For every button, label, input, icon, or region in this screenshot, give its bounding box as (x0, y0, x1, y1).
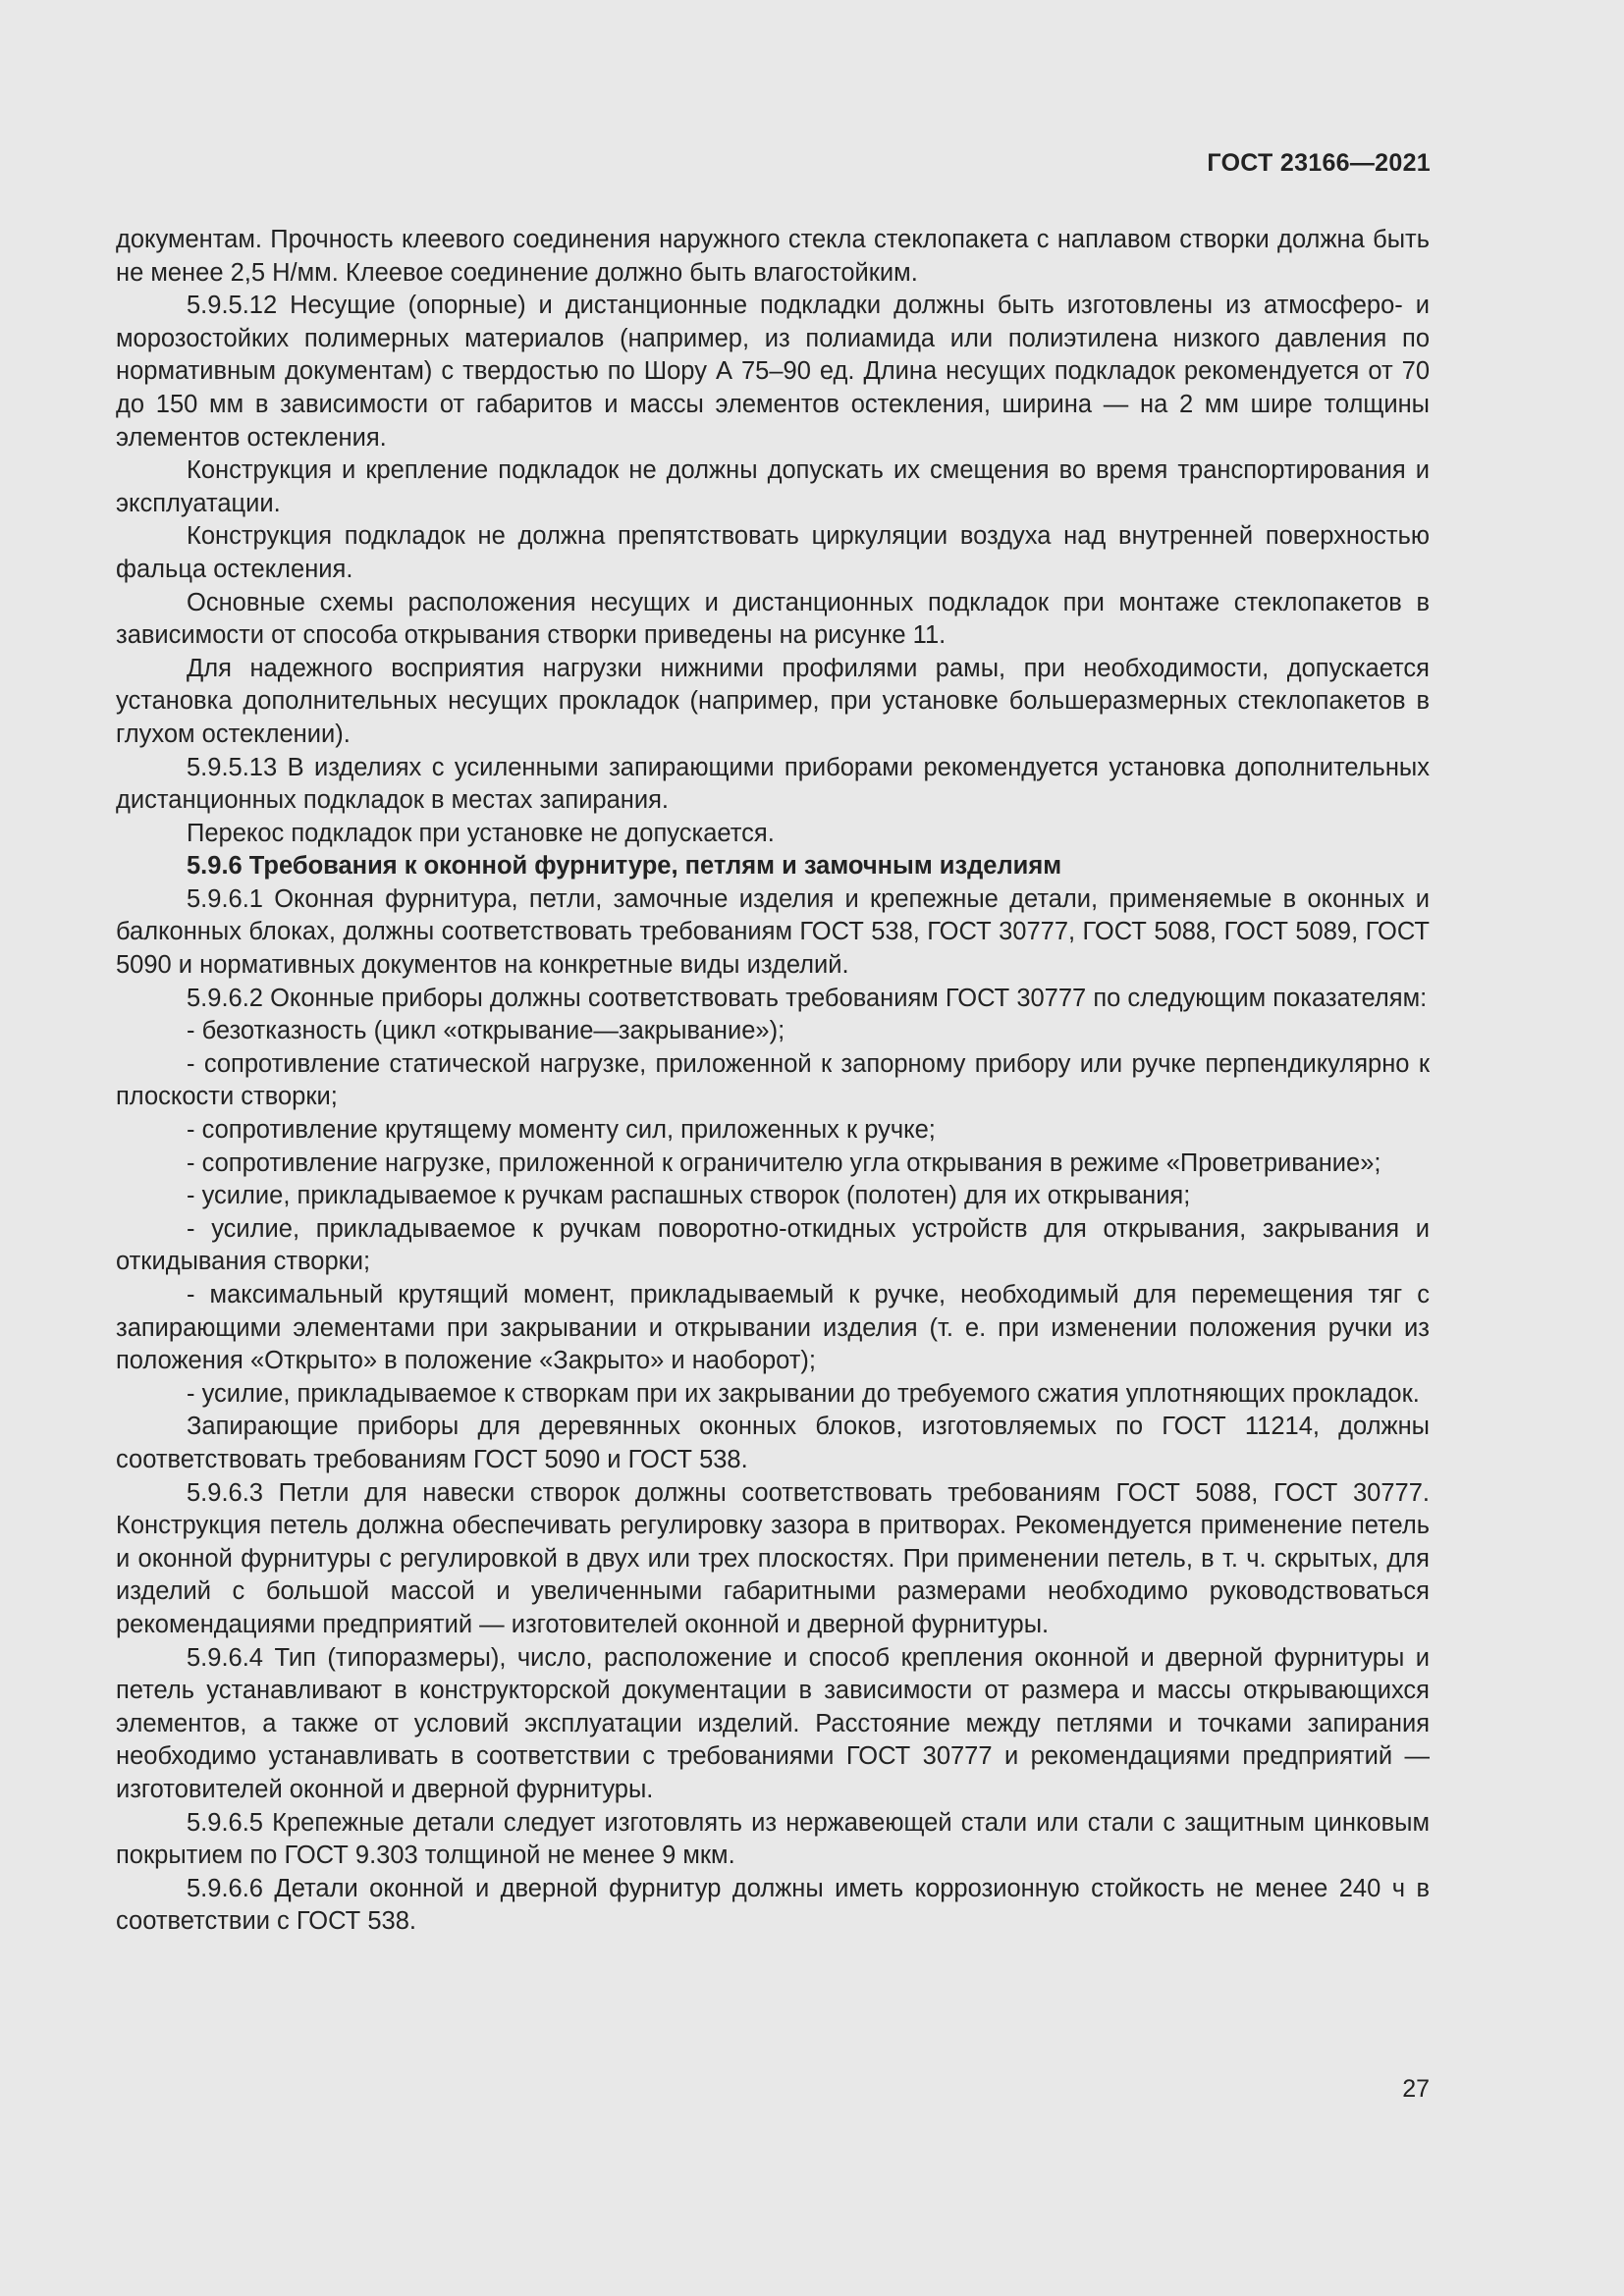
paragraph: 5.9.5.13 В изделиях с усиленными запирающими приборами рекомендуется установка дополнительных дистанционных подкладок в местах запирания. (116, 753, 1430, 815)
paragraph: - сопротивление статической нагрузке, приложенной к запорному прибору или ручке перпендикулярно к плоскости створки; (116, 1049, 1430, 1111)
paragraph: Основные схемы расположения несущих и дистанционных подкладок при монтаже стеклопакетов в зависимости от способа открывания створки приведены на рисунке 11. (116, 588, 1430, 650)
paragraph: 5.9.6.2 Оконные приборы должны соответствовать требованиям ГОСТ 30777 по следующим показателям: (187, 984, 1428, 1012)
paragraph: Для надежного восприятия нагрузки нижними профилями рамы, при необходимости, допускается установка дополнительных несущих прокладок (например, при установке большеразмерных стеклопакетов в глухом остеклении). (116, 654, 1430, 748)
section-heading: 5.9.6 Требования к оконной фурнитуре, петлям и замочным изделиям (187, 852, 1062, 881)
paragraph: 5.9.6.1 Оконная фурнитура, петли, замочные изделия и крепежные детали, применяемые в оконных и балконных блоках, должны соответствовать требованиям ГОСТ 538, ГОСТ 30777, ГОСТ 5088, ГОСТ 5089, ГОСТ 5090 и нормативных документов на конкретные виды изделий. (116, 884, 1430, 980)
paragraph: 5.9.5.12 Несущие (опорные) и дистанционные подкладки должны быть изготовлены из атмосферо- и морозостойких полимерных материалов (например, из полиамида или полиэтилена низкого давления по нормативным документам) с твердостью по Шору А 75–90 ед. Длина несущих подкладок рекомендуется от 70 до 150 мм в зависимости от габаритов и массы элементов остекления, ширина — на 2 мм шире толщины элементов остекления. (116, 292, 1430, 452)
paragraph: документам. Прочность клеевого соединения наружного стекла стеклопакета с наплавом створки должна быть не менее 2,5 Н/мм. Клеевое соединение должно быть влагостойким. (116, 226, 1430, 287)
paragraph: - усилие, прикладываемое к ручкам распашных створок (полотен) для их открывания; (187, 1182, 1191, 1210)
paragraph: - усилие, прикладываемое к ручкам поворотно-откидных устройств для открывания, закрывания и откидывания створки; (116, 1214, 1430, 1276)
paragraph: - сопротивление нагрузке, приложенной к ограничителю угла открывания в режиме «Проветривание»; (187, 1148, 1381, 1177)
paragraph: Перекос подкладок при установке не допускается. (187, 819, 775, 847)
paragraph: - усилие, прикладываемое к створкам при их закрывании до требуемого сжатия уплотняющих прокладок. (187, 1379, 1420, 1408)
paragraph: 5.9.6.4 Тип (типоразмеры), число, расположение и способ крепления оконной и дверной фурнитуры и петель устанавливают в конструкторской документации в зависимости от размера и массы открывающихся элементов, а также от условий эксплуатации изделий. Расстояние между петлями и точками запирания необходимо устанавливать в соответствии с требованиями ГОСТ 30777 и рекомендациями предприятий — изготовителей оконной и дверной фурнитуры. (116, 1643, 1430, 1803)
paragraph: Запирающие приборы для деревянных оконных блоков, изготовляемых по ГОСТ 11214, должны соответствовать требованиям ГОСТ 5090 и ГОСТ 538. (116, 1413, 1430, 1473)
paragraph: - максимальный крутящий момент, прикладываемый к ручке, необходимый для перемещения тяг с запирающими элементами при закрывании и открывании изделия (т. е. при изменении положения ручки из положения «Открыто» в положение «Закрыто» и наоборот); (116, 1281, 1430, 1375)
paragraph: - сопротивление крутящему моменту сил, приложенных к ручке; (187, 1116, 936, 1145)
paragraph: 5.9.6.3 Петли для навески створок должны соответствовать требованиям ГОСТ 5088, ГОСТ 30777. Конструкция петель должна обеспечивать регулировку зазора в притворах. Рекомендуется применение петель и оконной фурнитуры с регулировкой в двух или трех плоскостях. При применении петель, в т. ч. скрытых, для изделий с большой массой и увеличенными габаритными размерами необходимо руководствоваться рекомендациями предприятий — изготовителей оконной и дверной фурнитуры. (116, 1478, 1430, 1638)
paragraph: Конструкция и крепление подкладок не должны допускать их смещения во время транспортирования и эксплуатации. (116, 456, 1430, 517)
document-body (116, 224, 1430, 1939)
paragraph: - безотказность (цикл «открывание—закрывание»); (187, 1017, 785, 1045)
page-number: 27 (1402, 2075, 1430, 2103)
paragraph: Конструкция подкладок не должна препятствовать циркуляции воздуха над внутренней поверхностью фальца остекления. (116, 522, 1430, 583)
paragraph: 5.9.6.5 Крепежные детали следует изготовлять из нержавеющей стали или стали с защитным цинковым покрытием по ГОСТ 9.303 толщиной не менее 9 мкм. (116, 1808, 1430, 1870)
paragraph: 5.9.6.6 Детали оконной и дверной фурнитур должны иметь коррозионную стойкость не менее 240 ч в соответствии с ГОСТ 538. (116, 1874, 1430, 1936)
document-header: ГОСТ 23166—2021 (1207, 149, 1431, 177)
